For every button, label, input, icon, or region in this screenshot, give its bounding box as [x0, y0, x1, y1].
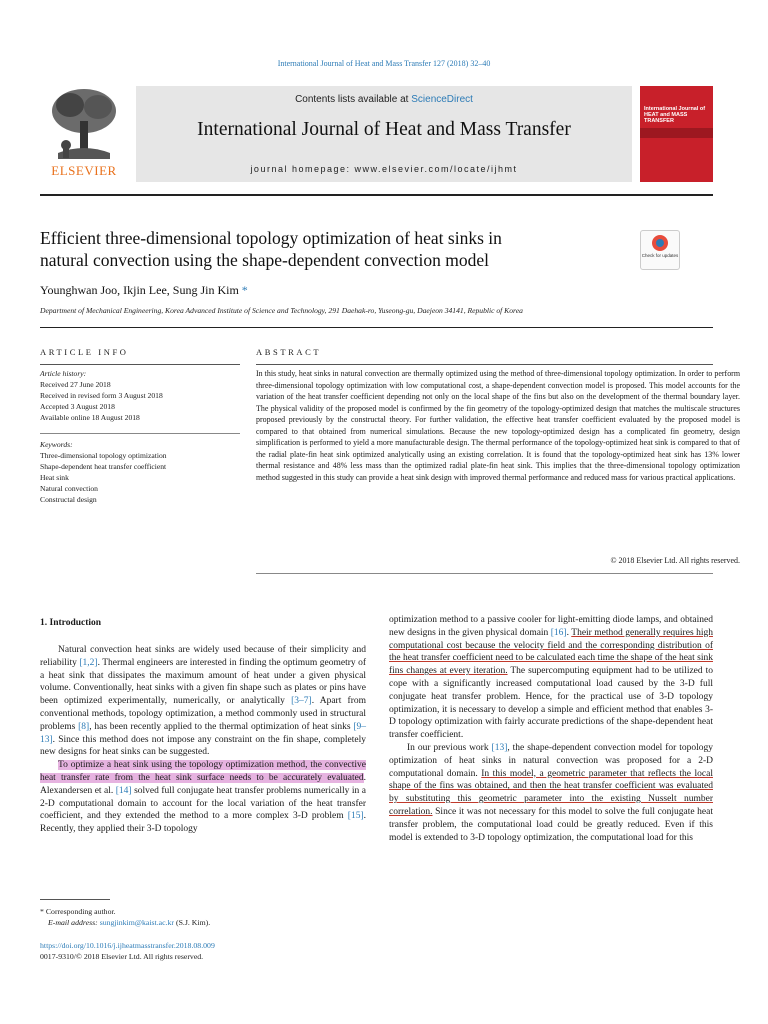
footnote: [40, 906, 210, 928]
history-item: Received 27 June 2018: [40, 380, 111, 389]
keyword-item: Heat sink: [40, 473, 69, 482]
article-info-rule: [40, 364, 240, 365]
text-run: , has been recently applied to the thermal optimization of heat sinks: [89, 721, 354, 732]
article-info-separator: [40, 433, 240, 434]
citation-link[interactable]: [1,2]: [79, 657, 98, 668]
citation-link[interactable]: [8]: [78, 721, 90, 732]
text-run: . Since this method does not impose any constraint on the fin shape, completely new designs for heat sinks can be suggested.: [40, 734, 366, 758]
highlighted-text[interactable]: To optimize a heat sink using the topology optimization method, the convective heat transfer rate from the heat sink surface needs to be accurately evaluated: [40, 760, 366, 783]
elsevier-logo: [40, 85, 128, 181]
homepage-link[interactable]: www.elsevier.com/locate/ijhmt: [354, 164, 518, 174]
footnote-marker: *: [40, 907, 44, 916]
cover-line-2: HEAT and MASS: [644, 112, 688, 118]
footnote-corresponding: [40, 906, 210, 917]
abstract-rule: [256, 364, 713, 365]
history-item: Available online 18 August 2018: [40, 413, 140, 422]
elsevier-wordmark: ELSEVIER: [51, 163, 117, 178]
abstract-heading: ABSTRACT: [256, 347, 322, 357]
intro-paragraph-3: [389, 614, 713, 742]
text-run: , the shape-dependent convection model for topology optimization of heat sinks in natural convection was proposed for a 2-D computational domain.: [389, 742, 714, 779]
text-run: .: [566, 627, 572, 638]
copyright-notice: © 2018 Elsevier Ltd. All rights reserved.: [610, 556, 740, 565]
issn-line: 0017-9310/© 2018 Elsevier Ltd. All rights reserved.: [40, 952, 204, 961]
abstract-bottom-rule: [256, 573, 713, 574]
citation-link[interactable]: [3–7]: [291, 696, 312, 707]
cover-band: [640, 128, 713, 138]
keyword-item: Natural convection: [40, 484, 98, 493]
keyword-item: Constructal design: [40, 495, 97, 504]
citation-link[interactable]: [15]: [347, 811, 364, 822]
text-run: Since it was not necessary for this model to solve the full conjugate heat transfer problem, the computational load could be greatly reduced. Even if this model is extended to 3-D topology optimization, the computational load for this: [389, 806, 713, 843]
contents-line: [136, 94, 632, 105]
intro-paragraph-2: [40, 759, 366, 836]
citation-link[interactable]: [13]: [491, 742, 508, 753]
body-column-right: [389, 614, 713, 844]
intro-paragraph-4: [389, 742, 713, 844]
crossmark-inner-icon: [656, 239, 664, 247]
cover-line-3: TRANSFER: [644, 118, 674, 124]
footnote-corresponding-text: Corresponding author.: [45, 907, 116, 916]
author-list: [40, 283, 248, 298]
sciencedirect-link[interactable]: ScienceDirect: [411, 94, 473, 105]
text-run: . Apart from conventional methods, topology optimization, a method commonly used in structural problems: [40, 696, 366, 732]
footnote-rule: [40, 899, 110, 900]
journal-title: International Journal of Heat and Mass Transfer: [197, 119, 571, 140]
email-link[interactable]: sungjinkim@kaist.ac.kr: [99, 918, 175, 927]
body-column-left: [40, 644, 366, 836]
keyword-item: Shape-dependent heat transfer coefficient: [40, 462, 167, 471]
journal-homepage: [136, 164, 632, 174]
contents-prefix: Contents lists available at: [295, 94, 412, 105]
article-info-heading: ARTICLE INFO: [40, 347, 129, 357]
history-item: Accepted 3 August 2018: [40, 402, 115, 411]
history-item: Received in revised form 3 August 2018: [40, 391, 163, 400]
keywords-label: Keywords:: [40, 440, 73, 449]
text-run: . Alexandersen et al.: [40, 772, 366, 796]
section-divider: [40, 327, 713, 328]
check-for-updates-badge[interactable]: [640, 230, 680, 270]
history-label: Article history:: [40, 369, 87, 378]
text-run: solved full conjugate heat transfer problems numerically in a 2-D computational domain to account for the local variation of the heat transfer coefficient, and they extended the method to a more complex 3-D problem: [40, 785, 366, 822]
text-run: In our previous work: [407, 742, 492, 753]
introduction-heading: 1. Introduction: [40, 618, 102, 628]
text-run: Natural convection heat sinks are widely used because of their simplicity and reliability: [40, 645, 366, 668]
text-run: . Thermal engineers are interested in finding the optimum geometry of a heat sink that dissipates the maximum amount of heat under a given physical volume. Conventionally, heat sinks with a given fin shape such as plates or pins have been optimized experimentally, numerically, or analytically: [40, 657, 366, 707]
keyword-item: Three-dimensional topology optimization: [40, 451, 167, 460]
affiliation: Department of Mechanical Engineering, Korea Advanced Institute of Science and Technology, 291 Daehak-ro, Yuseong-gu, Daejeon 34141, Republic of Korea: [40, 306, 523, 315]
journal-header: [136, 86, 632, 182]
doi-link[interactable]: https://doi.org/10.1016/j.ijheatmasstransfer.2018.08.009: [40, 941, 215, 950]
underlined-text[interactable]: In this model, a geometric parameter that reflects the local shape of the fins was obtained, and then the heat transfer coefficient was evaluated by substituting this geometric parameter into the existing Nusselt number correlation.: [389, 768, 713, 817]
footnote-email-line: [40, 917, 210, 928]
text-run: The supercomputing equipment had to be utilized to cope with a significantly increased computational load caused by the 3-D full conjugate heat transfer problem. Hence, for the practical use of 3-D topology optimization, it is necessary to develop a simple and efficient method that enables 3-D topology optimization with fairly accurate predictions of the shape-dependent heat transfer coefficient.: [389, 666, 713, 741]
text-run: . Recently, they applied their 3-D topology: [40, 811, 366, 835]
paper-title: [40, 227, 610, 271]
journal-cover-thumbnail: [640, 86, 713, 182]
cover-text: [644, 106, 705, 124]
journal-citation[interactable]: International Journal of Heat and Mass Transfer 127 (2018) 32–40: [277, 59, 491, 68]
corresponding-author-marker[interactable]: *: [241, 283, 248, 297]
doi-block: [40, 940, 215, 962]
crossmark-label: Check for updates: [641, 253, 679, 258]
cover-line-1: International Journal of: [644, 106, 706, 112]
email-suffix: (S.J. Kim).: [175, 918, 211, 927]
text-run: optimization method to a passive cooler for light-emitting diode lamps, and obtained new designs in the given physical domain: [389, 615, 713, 638]
underlined-text[interactable]: Their method generally requires high computational cost because the velocity field and the corresponding distribution of the heat transfer coefficient need to be calculated each time the shape of the heat sink fins changes at every iteration.: [389, 627, 713, 677]
citation-link[interactable]: [9–13]: [40, 721, 367, 745]
intro-paragraph-1: [40, 644, 366, 759]
citation-link[interactable]: [14]: [115, 785, 132, 796]
abstract-text: In this study, heat sinks in natural convection are thermally optimized using the method of three-dimensional topology optimization. In order to perform three-dimensional topology optimization with low computational cost, a shape-dependent convection model is proposed. This model accounts for the variation of the heat transfer coefficient depending not only on the local shape of the fins but also on the development of the thermal boundary layer. The physical validity of the proposed model is confirmed by the fin geometry of the topology-optimized design that matches the multiscale structures proposed previously by the constructal theory. For further validation, the effective heat transfer coefficient evaluated by the proposed model is compared to that obtained from numerical simulations. Because the new topology-optimized design has a complicated fin geometry, design simplification is performed to yield a more manufacturable design. The thermal performance of the topology-optimized heat sink is compared to that of the radial plate-fin heat sink optimized analytically using an existing correlation. It is found that the topology-optimized heat sink has 13% lower thermal resistance and 48% less mass than the optimized radial plate-fin heat sink. This implies that the three-dimensional topology optimization method suggested in this study can provide a heat sink design with improved thermal performance and reduced mass for various practical applications.: [256, 369, 740, 482]
email-label: E-mail address:: [48, 918, 98, 927]
homepage-prefix: journal homepage:: [250, 164, 355, 174]
title-line-1: Efficient three-dimensional topology optimization of heat sinks in: [40, 228, 502, 248]
header-divider: [40, 194, 713, 196]
authors-names: Younghwan Joo, Ikjin Lee, Sung Jin Kim: [40, 283, 239, 297]
title-line-2: natural convection using the shape-dependent convection model: [40, 250, 490, 270]
citation-link[interactable]: [16]: [550, 627, 567, 638]
elsevier-tree-icon: [48, 85, 120, 161]
